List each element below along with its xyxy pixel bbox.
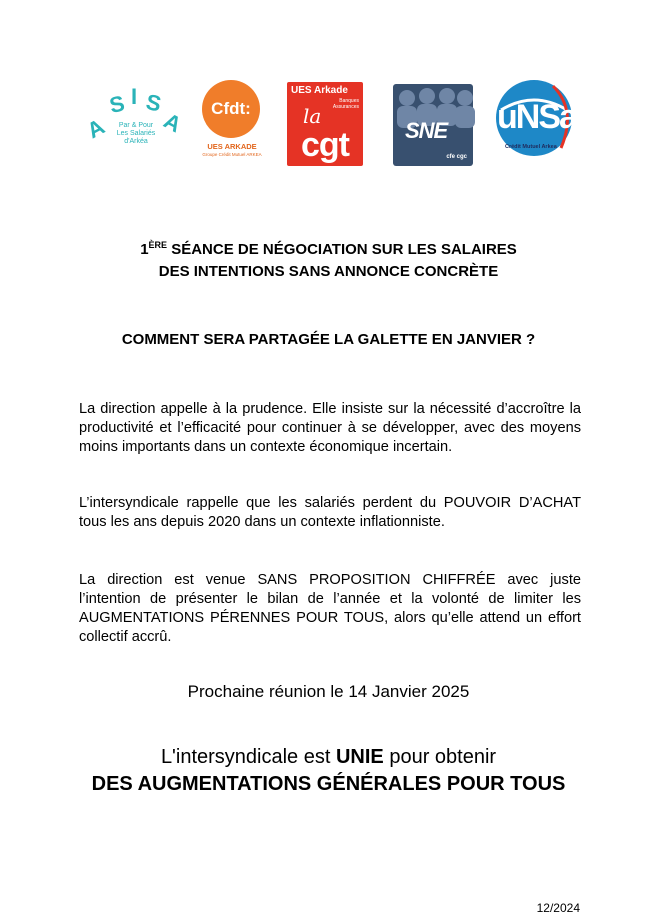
asisa-tagline-3: d'Arkéa: [124, 138, 148, 145]
union-logos-row: [0, 80, 657, 172]
cgt-logo-la: la: [303, 104, 322, 128]
page-title-line1: [0, 234, 657, 261]
cgt-logo-side-2: Assurances: [332, 104, 359, 110]
asisa-logo: [82, 84, 186, 164]
unsa-logo-sub: Crédit Mutuel Arkea: [505, 144, 557, 150]
cfdt-logo-line1: UES ARKADE: [207, 142, 257, 151]
paragraph-intersyndicale-pouvoir-achat: L’intersyndicale rappelle que les salariés perdent du POUVOIR D’ACHAT tous les ans depuis 2020 dans un contexte inflationniste.: [79, 495, 581, 530]
svg-text:S: S: [107, 90, 127, 119]
cgt-logo: [287, 82, 363, 166]
paragraph-direction-sans-proposition: La direction est venue SANS PROPOSITION CHIFFRÉE avec juste l’intention de présenter le bilan de l’année et la volonté de limiter les AUGMENTATIONS PÉRENNES POUR TOUS, alors qu’elle attend un effort collectif accrû.: [79, 572, 581, 645]
svg-text:A: A: [82, 113, 109, 144]
asisa-tagline-2: Les Salariés: [116, 130, 156, 137]
closing-line2: DES AUGMENTATIONS GÉNÉRALES POUR TOUS: [91, 773, 566, 795]
cfdt-logo-line2: Groupe Crédit Mutuel ARKEA: [202, 152, 262, 157]
unsa-logo-wordmark: uNSa: [497, 98, 576, 136]
cgt-logo-wordmark: cgt: [301, 126, 349, 164]
sne-logo-wordmark: SNE: [405, 118, 448, 143]
sne-logo: [393, 84, 473, 166]
page-title: [0, 234, 657, 283]
svg-text:S: S: [143, 89, 164, 117]
page-title-line2: DES INTENTIONS SANS ANNONCE CONCRÈTE: [158, 263, 499, 280]
next-meeting: Prochaine réunion le 14 Janvier 2025: [187, 682, 470, 701]
footer-date: 12/2024: [536, 901, 580, 915]
title-line1-text: SÉANCE DE NÉGOCIATION SUR LES SALAIRES: [167, 241, 517, 258]
closing-after: pour obtenir: [383, 746, 497, 768]
cgt-logo-side: [333, 98, 359, 110]
closing-line1: [0, 746, 657, 769]
closing-before: L'intersyndicale est: [160, 746, 336, 768]
closing-bold: UNIE: [335, 746, 384, 768]
asisa-tagline-1: Par & Pour: [118, 122, 154, 129]
sne-logo-sub: cfe cgc: [446, 154, 467, 160]
unsa-logo: [491, 80, 577, 170]
cgt-logo-top: UES Arkade: [291, 85, 348, 96]
title-ordinal: 1: [140, 241, 149, 258]
title-ordinal-suffix: ÈRE: [148, 240, 168, 250]
asisa-tagline: [108, 122, 164, 146]
svg-text:A: A: [159, 107, 186, 138]
subheading: COMMENT SERA PARTAGÉE LA GALETTE EN JANVIER ?: [121, 331, 536, 348]
cfdt-logo-mark: Cfdt:: [202, 80, 260, 138]
cfdt-logo: [198, 80, 266, 170]
paragraph-direction-prudence: La direction appelle à la prudence. Elle insiste sur la nécessité d’accroître la productivité et l’efficacité pour continuer à se développer, avec des moyens moins importants dans un contexte économique incertain.: [79, 401, 581, 455]
cgt-logo-side-1: Banques: [339, 98, 359, 104]
svg-text:I: I: [131, 84, 138, 109]
